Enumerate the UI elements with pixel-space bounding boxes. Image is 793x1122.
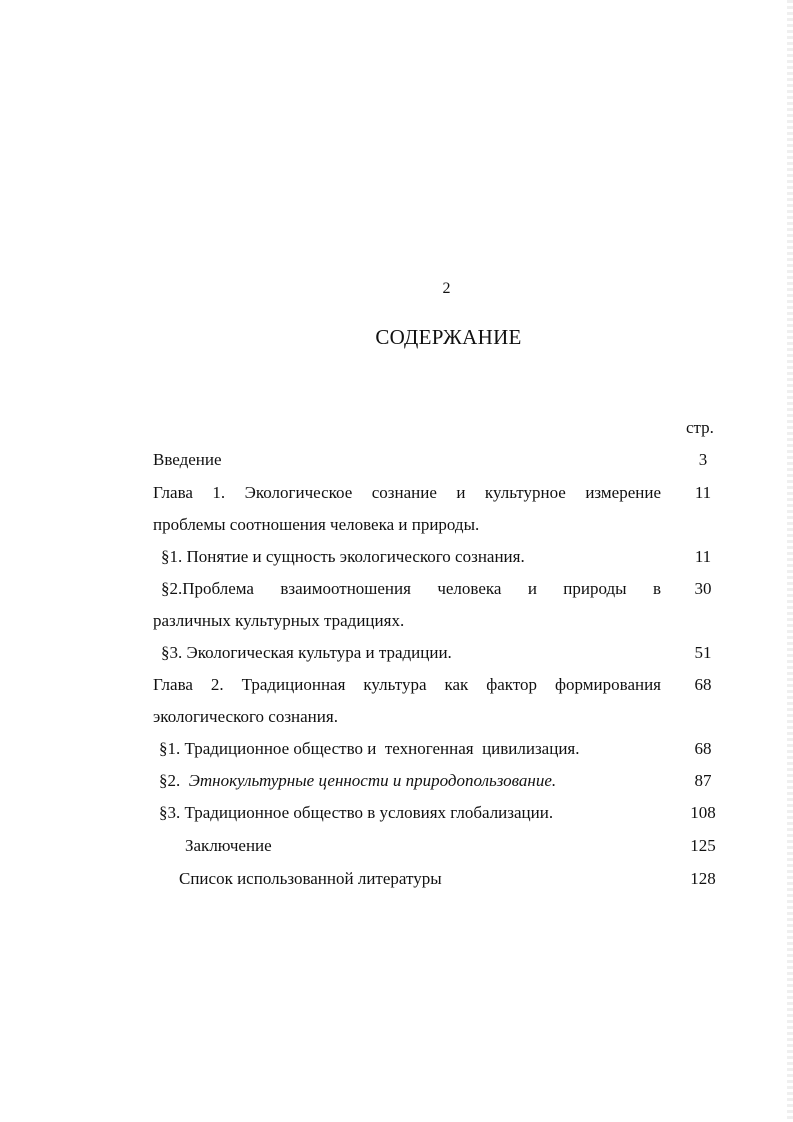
toc-item-ch1-section3: §3. Экологическая культура и традиции. — [161, 643, 452, 662]
toc-page-introduction: 3 — [698, 450, 708, 469]
toc-page-ch1-section3: 51 — [694, 643, 712, 662]
pages-column-header: стр. — [686, 418, 714, 437]
toc-page-ch2-section1: 68 — [694, 739, 712, 758]
toc-item-ch1-section2-line2: различных культурных традициях. — [153, 611, 405, 630]
toc-item-conclusion: Заключение — [185, 836, 272, 855]
toc-title: СОДЕРЖАНИЕ — [375, 325, 522, 349]
toc-page-bibliography: 128 — [690, 869, 716, 888]
toc-page-ch2-section3: 108 — [690, 803, 716, 822]
page-number: 2 — [442, 280, 451, 297]
toc-page-chapter1: 11 — [694, 483, 712, 502]
scan-edge — [787, 0, 793, 1122]
toc-item-ch2-section2 — [159, 771, 556, 791]
toc-page-ch1-section1: 11 — [694, 547, 712, 566]
toc-item-ch2-section3: §3. Традиционное общество в условиях глобализации. — [159, 803, 554, 822]
toc-item-bibliography: Список использованной литературы — [179, 869, 442, 888]
toc-page-conclusion: 125 — [690, 836, 716, 855]
toc-item-introduction: Введение — [153, 450, 222, 469]
toc-item-ch1-section1: §1. Понятие и сущность экологического сознания. — [161, 547, 525, 566]
toc-item-chapter1-line2: проблемы соотношения человека и природы. — [153, 515, 480, 534]
toc-item-chapter2-line2: экологического сознания. — [153, 707, 338, 726]
toc-item-ch2-section2-title: Этнокультурные ценности и природопользование. — [188, 771, 557, 790]
toc-page-chapter2: 68 — [694, 675, 712, 694]
toc-item-ch2-section2-prefix: §2. — [159, 771, 189, 790]
toc-page-ch1-section2: 30 — [694, 579, 712, 598]
toc-item-chapter2-line1: Глава 2. Традиционная культура как фактор формирования — [153, 675, 661, 694]
toc-item-ch2-section1: §1. Традиционное общество и техногенная цивилизация. — [159, 739, 580, 758]
toc-page-ch2-section2: 87 — [694, 771, 712, 790]
toc-item-chapter1-line1: Глава 1. Экологическое сознание и культурное измерение — [153, 483, 661, 502]
toc-item-ch1-section2-line1: §2.Проблема взаимоотношения человека и природы в — [161, 579, 661, 598]
